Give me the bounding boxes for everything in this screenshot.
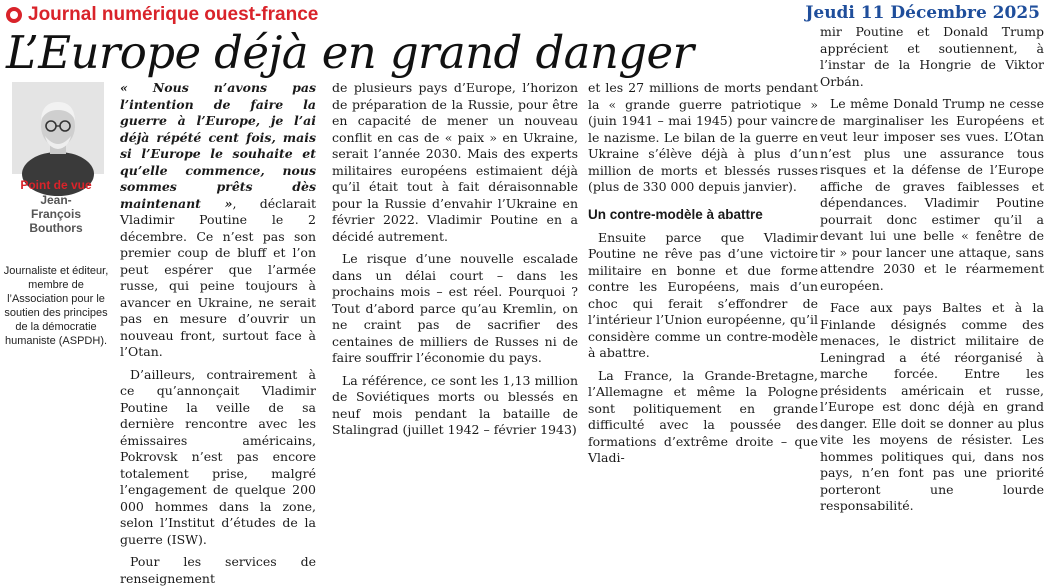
body-paragraph: La référence, ce sont les 1,13 million de Soviétiques morts ou blessés en neuf mois pendant la bataille de Stalingrad (juillet 1942 – février 1943): [332, 372, 578, 437]
publication-name: Journal numérique ouest-france: [28, 4, 319, 25]
body-paragraph: Pour les services de renseignement: [120, 554, 316, 586]
author-name-line-1: Jean-: [40, 193, 72, 207]
article-column-2: [332, 80, 578, 437]
article-headline: L’Europe déjà en grand danger: [6, 26, 694, 79]
author-rail: [0, 82, 112, 420]
body-paragraph: Face aux pays Baltes et à la Finlande désignés comme des menaces, le district militaire de Leningrad a été réorganisé à marche forcée. Entre les présidents américain et russe, l’Europe est donc déjà en grand danger. Elle doit se donner au plus vite les moyens de résister. Les hommes politiques qui, dans nos pays, n’en font pas une priorité porteront une lourde responsabilité.: [820, 300, 1044, 513]
author-bio: Journaliste et éditeur, membre de l’Association pour le soutien des principes de la démocratie humaniste (ASPDH).: [3, 265, 109, 347]
author-name: [0, 193, 112, 235]
body-paragraph: La France, la Grande-Bretagne, l’Allemagne et même la Pologne sont politiquement en grande difficulté avec la poussée des formations d’extrême droite – que Vladi-: [588, 367, 818, 465]
article-column-4: [820, 24, 1044, 513]
body-paragraph: Ensuite parce que Vladimir Poutine ne rêve pas d’une victoire militaire en bonne et due forme contre les Européens, mais d’un choc qui ferait s’effondrer de l’intérieur l’Union européenne, qu’il considère comme un contre-modèle à abattre.: [588, 229, 818, 360]
body-paragraph: Le même Donald Trump ne cesse de marginaliser les Européens et veut leur imposer ses vues. L’Otan n’est plus une assurance tous risques et la défense de l’Europe affiche de graves faiblesses et dépendances. Vladimir Poutine pourrait donc estimer qu’il a devant lui une belle « fenêtre de tir » pour lancer une attaque, sans attendre 2030 et le réarmement européen.: [820, 96, 1044, 293]
opening-quote-attribution: , déclarait Vladimir Poutine le 2 décembre. Ce n’est pas son premier coup de bluff et l’on peut espérer que l’armée russe, qui peine toujours à avancer en Ukraine, ne serait pas en mesure d’ouvrir un nouveau front, surtout face à l’Otan.: [120, 195, 317, 359]
issue-date: Jeudi 11 Décembre 2025: [805, 3, 1040, 23]
opinion-kicker: Point de vue: [20, 178, 92, 192]
author-name-line-2: François: [30, 207, 81, 221]
body-paragraph: et les 27 millions de morts pendant la « grande guerre patriotique » (juin 1941 – mai 1945) pour vaincre le nazisme. Le bilan de la guerre en Ukraine s’élève déjà à plus d’un million de morts et blessés russes (plus de 330 000 depuis janvier).: [588, 80, 818, 194]
body-paragraph: [120, 80, 316, 361]
opening-quote: « Nous n’avons pas l’intention de faire la guerre à l’Europe, je l’ai déjà répété cent fois, mais si l’Europe le souhaite et qu’elle commence, nous sommes prêts dès maintenant »: [120, 80, 316, 211]
author-portrait-illustration: [12, 82, 104, 174]
body-paragraph: mir Poutine et Donald Trump apprécient et soutiennent, à l’instar de la Hongrie de Viktor Orbán.: [820, 24, 1044, 89]
article-column-1: [120, 80, 317, 586]
section-subheading: Un contre-modèle à abattre: [588, 206, 763, 222]
author-portrait: [12, 82, 104, 174]
body-paragraph: Le risque d’une nouvelle escalade dans un délai court – dans les prochains mois – est réel. Pourquoi ? Tout d’abord parce qu’au Kremlin, on ne craint pas de sacrifier des centaines de milliers de Russes ni de faire souffrir l’économie du pays.: [332, 251, 578, 365]
article-column-3: [588, 80, 818, 465]
author-name-line-3: Bouthors: [29, 221, 83, 235]
ouest-france-logo-icon: [6, 7, 22, 23]
body-paragraph: D’ailleurs, contrairement à ce qu’annonçait Vladimir Poutine la veille de sa dernière rencontre avec les émissaires américains, Pokrovsk n’est pas encore totalement prise, malgré l’engagement de quelque 200 000 hommes dans la zone, selon l’Institut d’études de la guerre (ISW).: [120, 366, 316, 547]
body-paragraph: de plusieurs pays d’Europe, l’horizon de préparation de la Russie, pour être en capacité de mener un nouveau conflit en cas de « paix » en Ukraine, serait l’année 2030. Mais des experts militaires européens estimaient déjà qu’il était tout à fait déraisonnable pour la Russie d’envahir l’Ukraine en février 2022. Vladimir Poutine en a décidé autrement.: [332, 80, 578, 244]
